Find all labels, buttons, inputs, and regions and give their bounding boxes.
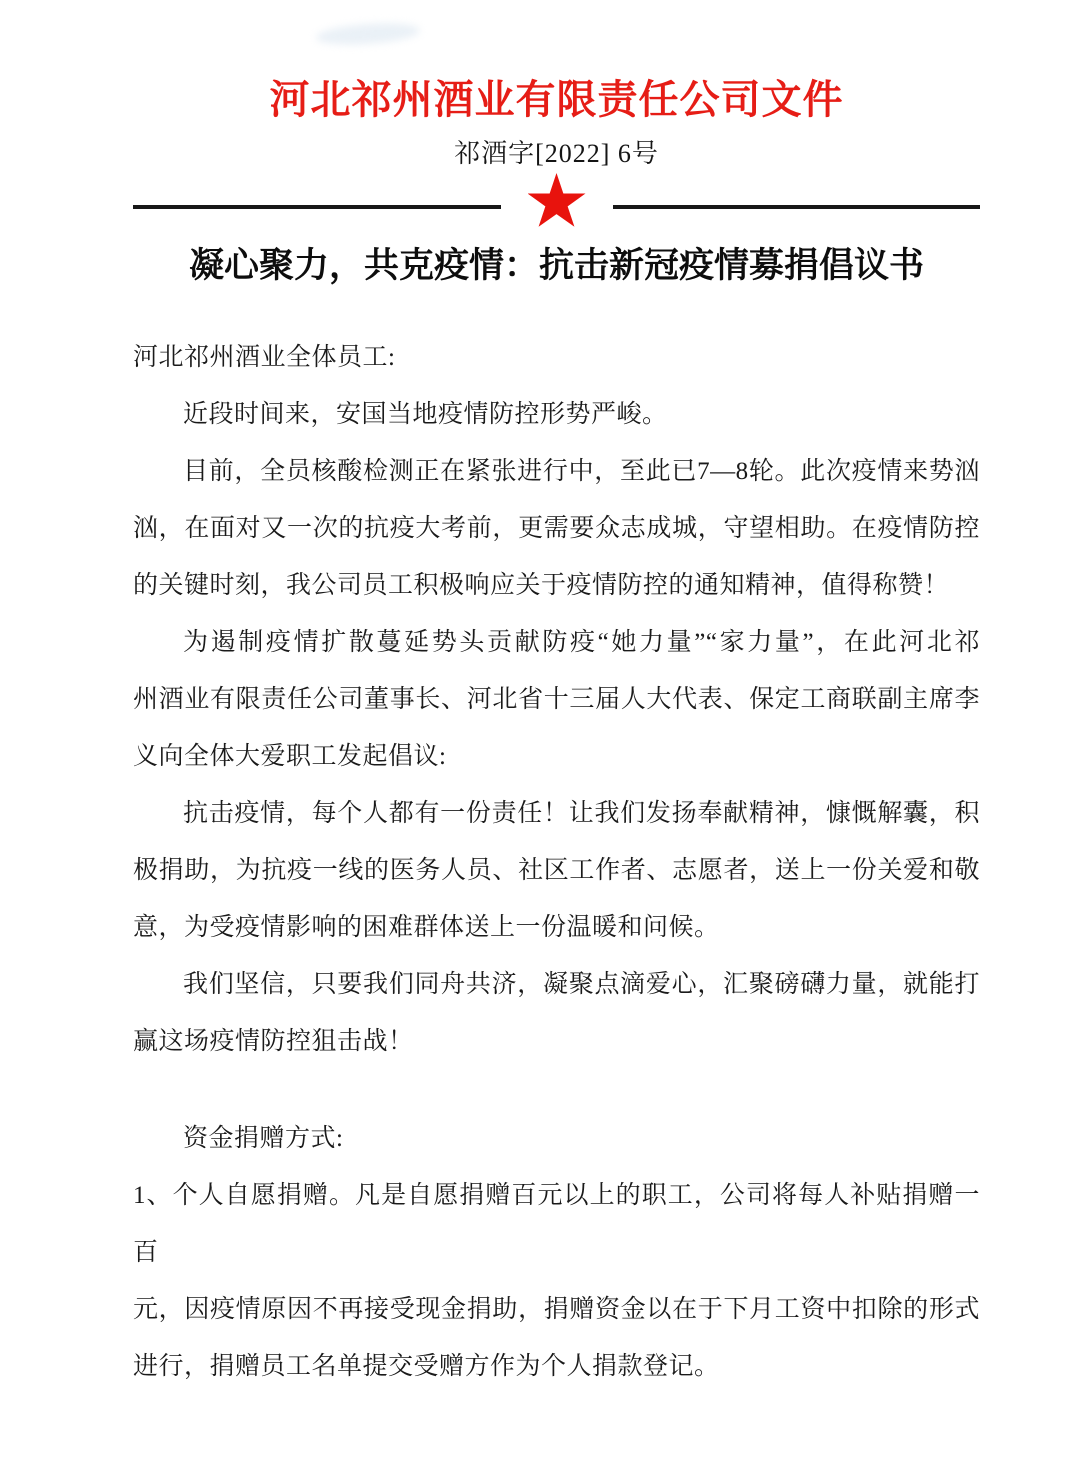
paragraph-line: 进行，捐赠员工名单提交受赠方作为个人捐款登记。 (133, 1353, 720, 1380)
paragraph-line: 极捐助，为抗疫一线的医务人员、社区工作者、志愿者，送上一份关爱和敬 (133, 857, 980, 884)
paragraph-line: 汹，在面对又一次的抗疫大考前，更需要众志成城，守望相助。在疫情防控 (133, 515, 980, 542)
red-star-icon (528, 173, 586, 229)
paragraph (133, 329, 980, 386)
divider-line-left (133, 205, 501, 209)
paragraph-line: 我们坚信，只要我们同舟共济，凝聚点滴爱心，汇聚磅礴力量，就能打 (183, 971, 980, 998)
doc-number: 祁酒字[2022] 6号 (454, 139, 659, 168)
paragraph (133, 785, 980, 956)
paragraph-line: 义向全体大爱职工发起倡议: (133, 743, 447, 770)
paragraph-line: 为遏制疫情扩散蔓延势头贡献防疫“她力量”“家力量”，在此河北祁 (183, 629, 980, 656)
paragraph-line: 目前，全员核酸检测正在紧张进行中，至此已7—8轮。此次疫情来势汹 (183, 458, 980, 485)
paragraph-line: 资金捐赠方式: (183, 1125, 344, 1152)
paragraph (133, 386, 980, 443)
paragraph-line: 近段时间来，安国当地疫情防控形势严峻。 (183, 401, 668, 428)
paragraph-line: 州酒业有限责任公司董事长、河北省十三届人大代表、保定工商联副主席李 (133, 686, 980, 713)
document-body (133, 329, 980, 1395)
header-divider (133, 176, 980, 238)
paragraph (133, 443, 980, 614)
paragraph-line: 1、个人自愿捐赠。凡是自愿捐赠百元以上的职工，公司将每人补贴捐赠一百 (133, 1182, 980, 1266)
paragraph (133, 1167, 980, 1395)
paragraph-line: 意，为受疫情影响的困难群体送上一份温暖和问候。 (133, 914, 720, 941)
paragraph (133, 1110, 980, 1167)
paragraph-line: 抗击疫情，每个人都有一份责任！让我们发扬奉献精神，慷慨解囊，积 (183, 800, 980, 827)
paragraph (133, 614, 980, 785)
paragraph-line: 的关键时刻，我公司员工积极响应关于疫情防控的通知精神，值得称赞！ (133, 572, 950, 599)
document-title: 凝心聚力，共克疫情：抗击新冠疫情募捐倡议书 (188, 246, 924, 285)
paragraph-line: 元，因疫情原因不再接受现金捐助，捐赠资金以在于下月工资中扣除的形式 (133, 1296, 980, 1323)
paragraph-line: 赢这场疫情防控狙击战！ (133, 1028, 414, 1055)
paragraph (133, 956, 980, 1070)
paragraph-line: 河北祁州酒业全体员工: (133, 344, 396, 371)
divider-line-right (613, 205, 981, 209)
star-container (501, 179, 613, 235)
org-title: 河北祁州酒业有限责任公司文件 (269, 77, 844, 122)
